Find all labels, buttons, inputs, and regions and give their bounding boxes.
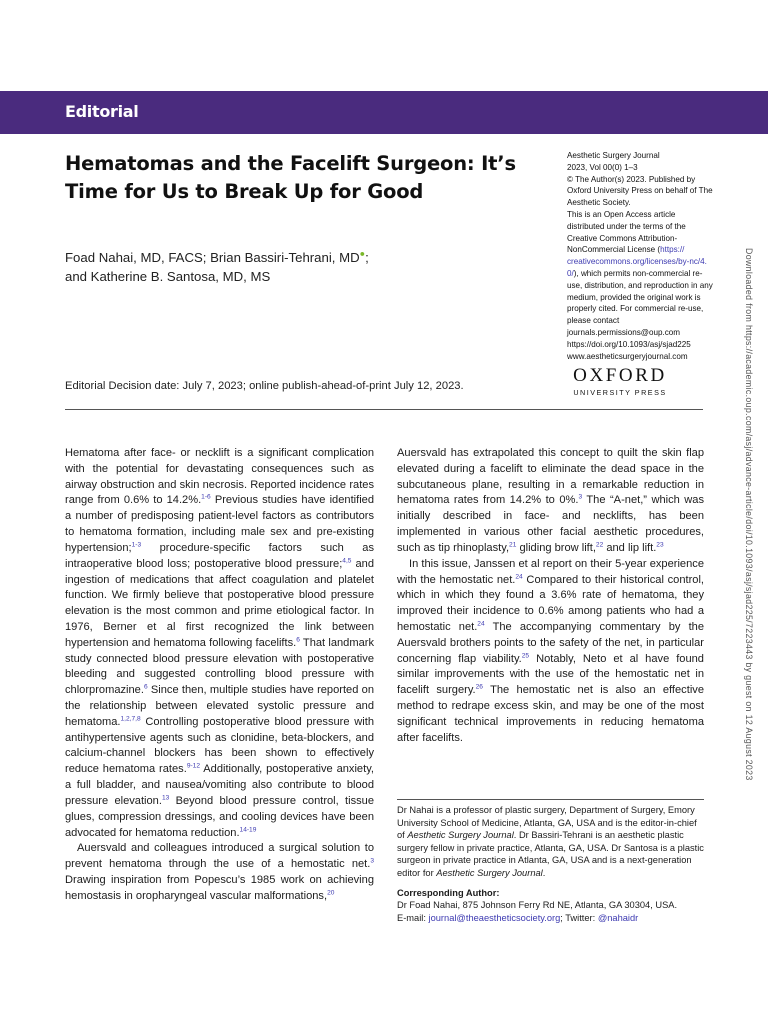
twitter-label: ; Twitter: [560,912,598,923]
reference-citation[interactable]: 24 [515,572,523,580]
paragraph-text: procedure-specific factors such as intraoperative blood loss; postoperative blood pressure; [65,541,374,570]
reference-citation[interactable]: 22 [595,541,604,549]
paragraph-text: Notably, Neto et al have found similar improvements with the use of the hemostatic net in facelift surgery. [397,652,704,697]
reference-citation[interactable]: 3 [578,493,583,501]
article-title: Hematomas and the Facelift Surgeon: It’s Time for Us to Break Up for Good [65,152,516,203]
orcid-icon[interactable]: ● [359,248,366,259]
twitter-link[interactable]: @nahaidr [597,912,639,923]
license-line [567,268,712,280]
reference-citation[interactable]: 3 [370,857,374,865]
license-text: ), which permits non-commercial re- [573,268,703,278]
bio-text: . Dr Bassiri-Tehrani is an aesthetic plastic surgery fellow in private practice, Atlanta, GA, USA. Dr Santosa is a plastic surgeon in private practice in Atlanta, GA, USA and is a next-generation editor for [397,830,704,878]
journal-metadata [567,150,712,362]
reference-citation[interactable]: 23 [656,541,664,549]
paragraph-text: Beyond blood pressure control, tissue glues, compression dressings, and cooling devices have been advocated for hematoma reduction. [65,794,374,839]
paragraph-continued [397,446,704,557]
paragraph-text: In this issue, Janssen et al report on their 5-year experience with the hemostatic net. [397,557,704,586]
paragraph-text: gliding brow lift, [516,541,596,554]
corresponding-contact [397,912,704,925]
paragraph-text: That landmark study connected blood pressure elevation with postoperative bleeding and suggested controlling blood pressure with chlorpromazine. [65,636,374,697]
email-label: E-mail: [397,912,429,923]
reference-citation[interactable]: 13 [161,794,170,802]
paragraph-text: Auersvald and colleagues introduced a surgical solution to prevent hematoma through the use of a hemostatic net. [65,842,374,871]
author-bio [397,804,704,880]
paragraph-text: Drawing inspiration from Popescu’s 1985 work on achieving hemostasis in oropharyngeal vascular malformations, [65,873,374,902]
authors-line-1-end: ; [365,250,369,265]
license-line [567,244,712,256]
oxford-logo [566,366,674,397]
section-label: Editorial [65,102,139,121]
reference-citation[interactable]: 25 [521,651,530,659]
author-footnote [397,804,704,924]
reference-citation[interactable]: 14-19 [239,825,257,833]
bio-text: Dr Nahai is a professor of plastic surgery, Department of Surgery, Emory University School of Medicine, Atlanta, GA, USA and is the editor-in-chief of [397,805,697,841]
journal-volume: 2023, Vol 00(0) 1–3 [567,162,638,172]
reference-citation[interactable]: 4,5 [342,557,352,564]
reference-citation[interactable]: 9-12 [186,762,201,770]
corresponding-author-heading: Corresponding Author: [397,887,500,898]
bio-text: . [542,867,546,878]
reference-citation[interactable]: 1-3 [131,541,142,549]
author-list [65,248,485,286]
paragraph-text: and ingestion of medications that affect coagulation and platelet function. We firmly believe that postoperative blood pressure elevation is the most common and prime etiological factor. In 1976, Berner et al first recognized the link between hypertension and hematoma following facelifts. [65,557,375,649]
paragraph [65,446,374,841]
reference-citation[interactable]: 26 [475,683,483,691]
body-column-left [65,446,374,905]
license-link[interactable]: 0/ [567,268,574,278]
logo-subtitle: UNIVERSITY PRESS [573,388,667,397]
license-line: This is an Open Access article [567,209,676,219]
reference-citation[interactable]: 21 [509,541,517,549]
body-column-right [397,446,704,746]
paragraph [397,557,704,747]
logo-wordmark: OXFORD [573,365,667,386]
paragraph-text: Controlling postoperative blood pressure with antihypertensive agents such as clonidine, beta-blockers, and calcium-channel blockers has been shown to effectively reduce hematoma rates. [65,715,374,776]
paragraph-text: Auersvald has extrapolated this concept to quilt the skin flap elevated during a facelift to eliminate the dead space in the subcutaneous plane, resulting in a remarkable reduction in hematoma rates from 14.2% to 0%. [397,447,704,507]
download-watermark: Downloaded from https://academic.oup.com/asj/advance-article/doi/10.1093/asj/sjad225/7223443 by guest on 12 August 2023 [744,248,754,781]
paragraph [65,841,374,904]
reference-citation[interactable]: 6 [143,683,148,691]
journal-name: Aesthetic Surgery Journal [567,151,660,160]
reference-citation[interactable]: 20 [327,889,335,897]
decision-date: Editorial Decision date: July 7, 2023; online publish-ahead-of-print July 12, 2023. [65,380,464,392]
footnote-divider [397,799,704,800]
paragraph-text: Hematoma after face- or necklift is a significant complication with the potential for devastating consequences such as airway obstruction and skin necrosis. Reported incidence rates range from 0.6% to 14.2%. [65,447,374,507]
license-text: NonCommercial License ( [567,245,661,255]
permissions-email: journals.permissions@oup.com [567,327,681,337]
license-line: properly cited. For commercial re-use, [567,304,704,314]
journal-name: Aesthetic Surgery Journal [407,830,514,841]
copyright-line: Oxford University Press on behalf of The [567,186,713,196]
header-divider [65,409,703,410]
journal-name: Aesthetic Surgery Journal [436,867,543,878]
reference-citation[interactable]: 1,2,7,8 [120,715,141,723]
paragraph-text: Previous studies have identified a number of predisposing patient-level factors as contributors to hematoma formation, including male sex and pre-existing hypertension; [65,494,375,554]
paragraph-text: Additionally, postoperative anxiety, a full bladder, and nausea/vomiting also contribute to blood pressure elevation. [65,763,374,807]
reference-citation[interactable]: 1-6 [201,493,211,501]
paragraph-text: Since then, multiple studies have reported on the relationship between elevated systolic pressure and hematoma. [65,684,374,728]
license-link[interactable]: https:// [660,245,685,255]
license-line: medium, provided the original work is [567,292,701,302]
license-link[interactable]: creativecommons.org/licenses/by-nc/4. [567,257,707,267]
reference-citation[interactable]: 6 [296,636,300,644]
paragraph-text: The hemostatic net is also an effective method to redrape excess skin, and may be one of the most significant technical improvements in reducing hematoma after facelifts. [397,684,704,744]
license-line: use, distribution, and reproduction in any [567,280,713,290]
copyright-line: © The Author(s) 2023. Published by [567,174,696,184]
corresponding-address: Dr Foad Nahai, 875 Johnson Ferry Rd NE, Atlanta, GA 30304, USA. [397,900,678,911]
section-banner [0,91,768,134]
paragraph-text: The accompanying commentary by the Auersvald brothers points to the safety of the net, in particular concerning flap viability. [397,620,704,665]
paragraph-text: The “A-net,” which was initially described in face- and necklifts, has been implemented in various other facial aesthetic procedures, such as tip rhinoplasty, [397,494,705,554]
reference-citation[interactable]: 24 [477,620,485,628]
journal-website: www.aestheticsurgeryjournal.com [567,351,688,361]
paragraph-text: Compared to their historical control, which in which they found a 3.6% rate of hematoma, they improved their incidence to 0.6% among patients who had a hemostatic net. [397,573,704,633]
authors-line-2: and Katherine B. Santosa, MD, MS [65,269,271,284]
paragraph-text: and lip lift. [603,541,657,554]
license-line: please contact [567,316,620,326]
doi-link: https://doi.org/10.1093/asj/sjad225 [567,339,691,349]
authors-line-1: Foad Nahai, MD, FACS; Brian Bassiri-Tehrani, MD [65,250,360,265]
copyright-line: Aesthetic Society. [567,198,631,208]
license-line: Creative Commons Attribution- [567,233,678,243]
email-link[interactable]: journal@theaestheticsociety.org [428,912,561,923]
license-line: distributed under the terms of the [567,221,686,231]
